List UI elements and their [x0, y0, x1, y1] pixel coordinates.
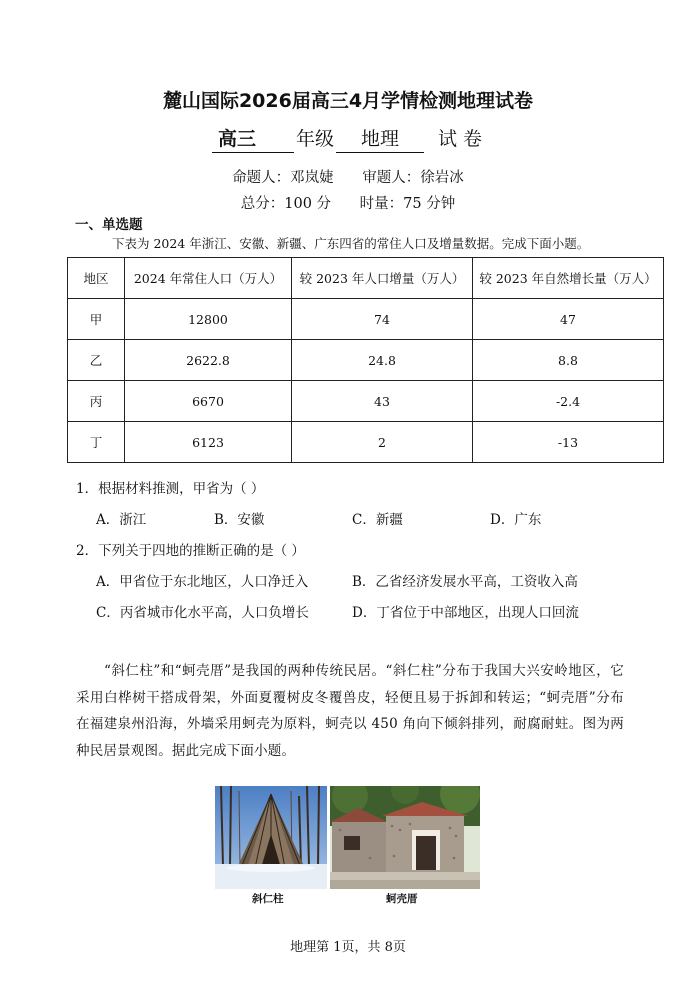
kekecuo-photo: [330, 786, 480, 889]
xierenzhu-photo: [215, 786, 327, 889]
table-cell: 6670: [125, 381, 292, 422]
table-cell: 74: [292, 299, 473, 340]
table-cell: 6123: [125, 422, 292, 463]
grade-value: 高三: [212, 126, 294, 153]
table-row: [68, 340, 664, 381]
duration-text: 时量：75 分钟: [359, 196, 456, 212]
population-table: [67, 257, 664, 463]
table-cell: 12800: [125, 299, 292, 340]
table-cell: 丙: [68, 381, 125, 422]
exam-label: 试 卷: [438, 128, 483, 150]
score-time-line: [0, 192, 696, 213]
exam-title: 麓山国际2026届高三4月学情检测地理试卷: [162, 90, 534, 112]
table-row: [68, 299, 664, 340]
grade-subject-line: [0, 124, 696, 153]
table-cell: 丁: [68, 422, 125, 463]
setter-text: 命题人：邓岚婕: [232, 170, 334, 186]
table-row: [68, 381, 664, 422]
table-row: [68, 422, 664, 463]
section-title: 一、单选题: [75, 217, 143, 233]
xierenzhu-illustration: [215, 786, 327, 889]
question-1-option-a[interactable]: A．浙江: [96, 512, 147, 528]
question-1-stem: 1．根据材料推测，甲省为（ ）: [76, 481, 265, 497]
table-cell: 甲: [68, 299, 125, 340]
xierenzhu-caption: 斜仁柱: [252, 893, 284, 905]
table-cell: 2622.8: [125, 340, 292, 381]
table-cell: -2.4: [473, 381, 664, 422]
table-header-row: [68, 258, 664, 299]
page-footer: 地理第 1页，共 8页: [290, 940, 406, 955]
subject-value: 地理: [336, 126, 424, 153]
table-cell: 43: [292, 381, 473, 422]
table-header-cell: 较 2023 年自然增长量（万人）: [473, 258, 664, 299]
reviewer-text: 审题人：徐岩冰: [362, 170, 464, 186]
question-1-option-b[interactable]: B．安徽: [214, 512, 265, 528]
kekecuo-illustration: [330, 786, 480, 889]
question-2-option-d[interactable]: D．丁省位于中部地区，出现人口回流: [352, 605, 579, 621]
total-score-text: 总分：100 分: [240, 196, 332, 212]
question-2-option-a[interactable]: A．甲省位于东北地区，人口净迁入: [96, 574, 309, 590]
table-intro: 下表为 2024 年浙江、安徽、新疆、广东四省的常住人口及增量数据。完成下面小题。: [112, 236, 590, 251]
table-cell: 乙: [68, 340, 125, 381]
table-cell: 8.8: [473, 340, 664, 381]
table-cell: 47: [473, 299, 664, 340]
table-header-cell: 地区: [68, 258, 125, 299]
question-2-option-b[interactable]: B．乙省经济发展水平高，工资收入高: [352, 574, 578, 590]
question-2-stem: 2．下列关于四地的推断正确的是（ ）: [76, 543, 305, 559]
authors-line: [0, 166, 696, 187]
table-cell: 2: [292, 422, 473, 463]
question-2-option-c[interactable]: C．丙省城市化水平高，人口负增长: [96, 605, 309, 621]
kekecuo-caption: 蚵壳厝: [386, 893, 418, 905]
grade-label: 年级: [295, 128, 334, 150]
table-header-cell: 2024 年常住人口（万人）: [125, 258, 292, 299]
question-1-option-c[interactable]: C．新疆: [352, 512, 403, 528]
passage-text: “斜仁柱”和“蚵壳厝”是我国的两种传统民居。“斜仁柱”分布于我国大兴安岭地区，它采用白桦树干搭成骨架，外面夏覆树皮冬覆兽皮，轻便且易于拆卸和转运；“蚵壳厝”分布在福建泉州沿海，外墙采用蚵壳为原料，蚵壳以 450 角向下倾斜排列，耐腐耐蛀。图为两种民居景观图。据此完成下面小题。: [76, 663, 624, 759]
question-1-option-d[interactable]: D．广东: [490, 512, 542, 528]
table-header-cell: 较 2023 年人口增量（万人）: [292, 258, 473, 299]
table-cell: 24.8: [292, 340, 473, 381]
table-cell: -13: [473, 422, 664, 463]
